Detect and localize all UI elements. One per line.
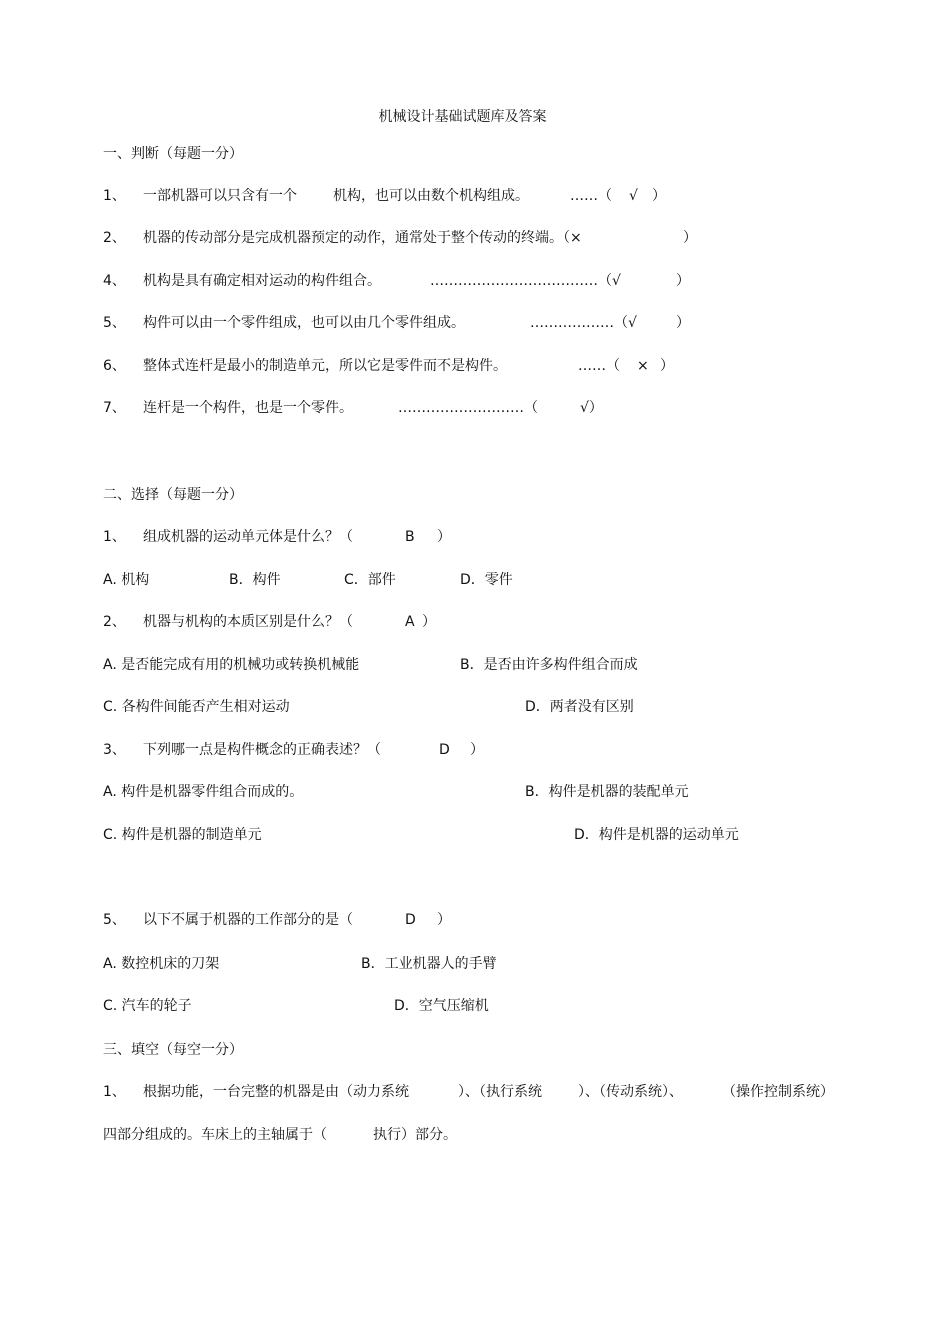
- c5-close: ）: [437, 912, 451, 928]
- q6-dots: ……（: [578, 358, 620, 374]
- c5-option-b: B．工业机器人的手臂: [361, 956, 497, 972]
- c1-close: ）: [437, 529, 451, 545]
- c5-answer: D: [405, 912, 416, 928]
- c5-number: 5、: [103, 912, 126, 928]
- c3-option-d: D．构件是机器的运动单元: [574, 827, 739, 843]
- c1-text: 组成机器的运动单元体是什么？（: [143, 529, 353, 545]
- c2-number: 2、: [103, 614, 126, 630]
- q6-answer: ×: [637, 358, 649, 374]
- q4-close: ）: [676, 273, 690, 289]
- q7-text: 连杆是一个构件，也是一个零件。: [143, 400, 353, 416]
- c3-option-c: C. 构件是机器的制造单元: [103, 827, 262, 843]
- f1-number: 1、: [103, 1084, 126, 1100]
- c3-option-b: B．构件是机器的装配单元: [525, 784, 689, 800]
- c1-option-b: B．构件: [229, 572, 281, 588]
- c2-option-d: D．两者没有区别: [525, 699, 634, 715]
- c2-option-b: B．是否由许多构件组合而成: [460, 657, 638, 673]
- q1-dots: ……（: [570, 188, 612, 204]
- q2-number: 2、: [103, 230, 126, 246]
- c3-number: 3、: [103, 742, 126, 758]
- q5-close: ）: [676, 315, 690, 331]
- c2-close: ）: [422, 614, 436, 630]
- q5-dots: ………………（√: [530, 315, 637, 331]
- c2-text: 机器与机构的本质区别是什么？（: [143, 614, 353, 630]
- c5-text: 以下不属于机器的工作部分的是（: [143, 912, 353, 928]
- q2-close: ）: [683, 230, 697, 246]
- c1-answer: B: [405, 529, 415, 545]
- f1-text-line2a: 四部分组成的。车床上的主轴属于（: [103, 1127, 327, 1143]
- f1-text-line2b: 执行）部分。: [373, 1127, 457, 1143]
- page-title: 机械设计基础试题库及答案: [378, 109, 547, 125]
- f1-text-part3: ）、（传动系统）、: [578, 1084, 683, 1100]
- q4-dots: ………………………………（√: [430, 273, 621, 289]
- c5-option-c: C. 汽车的轮子: [103, 998, 192, 1014]
- f1-text-part4: （操作控制系统）: [722, 1084, 834, 1100]
- q7-number: 7、: [103, 400, 126, 416]
- section-heading-judgement: 一、判断（每题一分）: [103, 146, 243, 162]
- q5-text: 构件可以由一个零件组成，也可以由几个零件组成。: [143, 315, 465, 331]
- section-heading-choice: 二、选择（每题一分）: [103, 487, 243, 503]
- q6-text: 整体式连杆是最小的制造单元，所以它是零件而不是构件。: [143, 358, 507, 374]
- q4-number: 4、: [103, 273, 126, 289]
- c1-option-c: C．部件: [344, 572, 396, 588]
- q7-dots: ………………………（: [398, 400, 538, 416]
- c5-option-d: D．空气压缩机: [394, 998, 489, 1014]
- q6-number: 6、: [103, 358, 126, 374]
- c2-option-a: A. 是否能完成有用的机械功或转换机械能: [103, 657, 360, 673]
- c3-text: 下列哪一点是构件概念的正确表述？（: [143, 742, 381, 758]
- c1-number: 1、: [103, 529, 126, 545]
- q1-answer: √: [629, 188, 638, 204]
- c3-close: ）: [470, 742, 484, 758]
- q6-close: ）: [660, 358, 674, 374]
- c1-option-d: D．零件: [460, 572, 513, 588]
- q1-close: ）: [652, 188, 666, 204]
- c2-answer: A: [405, 614, 415, 630]
- c2-option-c: C. 各构件间能否产生相对运动: [103, 699, 290, 715]
- f1-text-part1: 根据功能，一台完整的机器是由（动力系统: [143, 1084, 409, 1100]
- q1-text: 一部机器可以只含有一个: [143, 188, 297, 204]
- c5-option-a: A. 数控机床的刀架: [103, 956, 220, 972]
- c3-option-a: A. 构件是机器零件组合而成的。: [103, 784, 304, 800]
- section-heading-fill: 三、填空（每空一分）: [103, 1042, 243, 1058]
- q4-text: 机构是具有确定相对运动的构件组合。: [143, 273, 381, 289]
- q7-answer: √）: [580, 400, 603, 416]
- q1-text-cont: 机构，也可以由数个机构组成。: [333, 188, 529, 204]
- q5-number: 5、: [103, 315, 126, 331]
- c1-option-a: A. 机构: [103, 572, 150, 588]
- f1-text-part2: ）、（执行系统: [458, 1084, 542, 1100]
- c3-answer: D: [439, 742, 450, 758]
- q2-text: 机器的传动部分是完成机器预定的动作，通常处于整个传动的终端。（×: [143, 230, 582, 246]
- q1-number: 1、: [103, 188, 126, 204]
